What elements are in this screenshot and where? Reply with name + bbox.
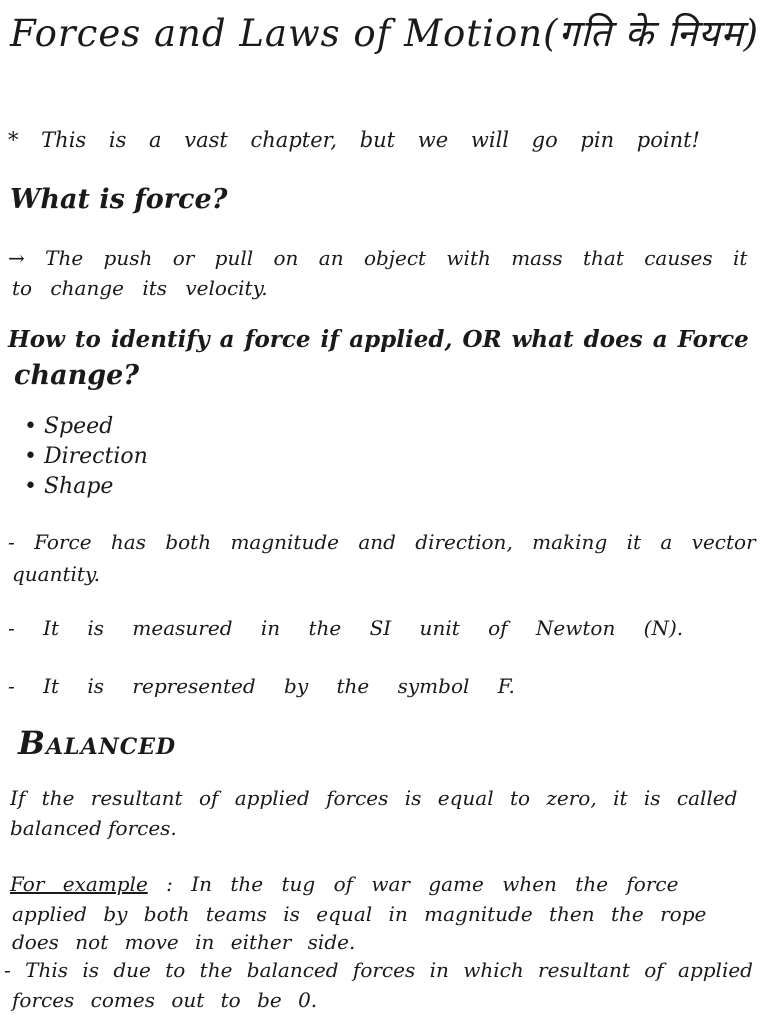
force-definition-line-2: to change its velocity. [12, 276, 268, 300]
example-line-3: does not move in either side. [12, 930, 356, 954]
symbol-note: - It is represented by the symbol F. [8, 674, 515, 698]
identify-force-heading-line-2: change? [14, 360, 140, 391]
vector-note-line-2: quantity. [12, 562, 100, 586]
identify-force-heading-line-1: How to identify a force if applied, OR what does a Force [8, 326, 749, 353]
list-item-shape: • Shape [24, 474, 114, 499]
vector-note-line-1: - Force has both magnitude and direction, making it a vector [8, 530, 756, 554]
example-line-1 [10, 872, 678, 896]
example-line-4: - This is due to the balanced forces in which resultant of applied [4, 958, 753, 982]
list-item-direction: • Direction [24, 444, 148, 469]
example-label: For example [10, 872, 148, 896]
example-line-5: forces comes out to be 0. [12, 988, 318, 1012]
balanced-definition-line-2: balanced forces. [10, 816, 177, 840]
list-item-speed: • Speed [24, 414, 114, 439]
example-line-2: applied by both teams is equal in magnitude then the rope [12, 902, 707, 926]
balanced-heading: Balanced [18, 724, 177, 762]
balanced-definition-line-1: If the resultant of applied forces is equal to zero, it is called [10, 786, 738, 810]
example-line-1-text: : In the tug of war game when the force [147, 872, 679, 896]
si-unit-note: - It is measured in the SI unit of Newton (N). [8, 616, 684, 640]
force-definition-line-1: → The push or pull on an object with mass that causes it [8, 246, 748, 270]
page-title: Forces and Laws of Motion(गति के नियम) [10, 12, 760, 55]
intro-note: * This is a vast chapter, but we will go pin point! [8, 128, 700, 152]
what-is-force-heading: What is force? [10, 184, 228, 215]
